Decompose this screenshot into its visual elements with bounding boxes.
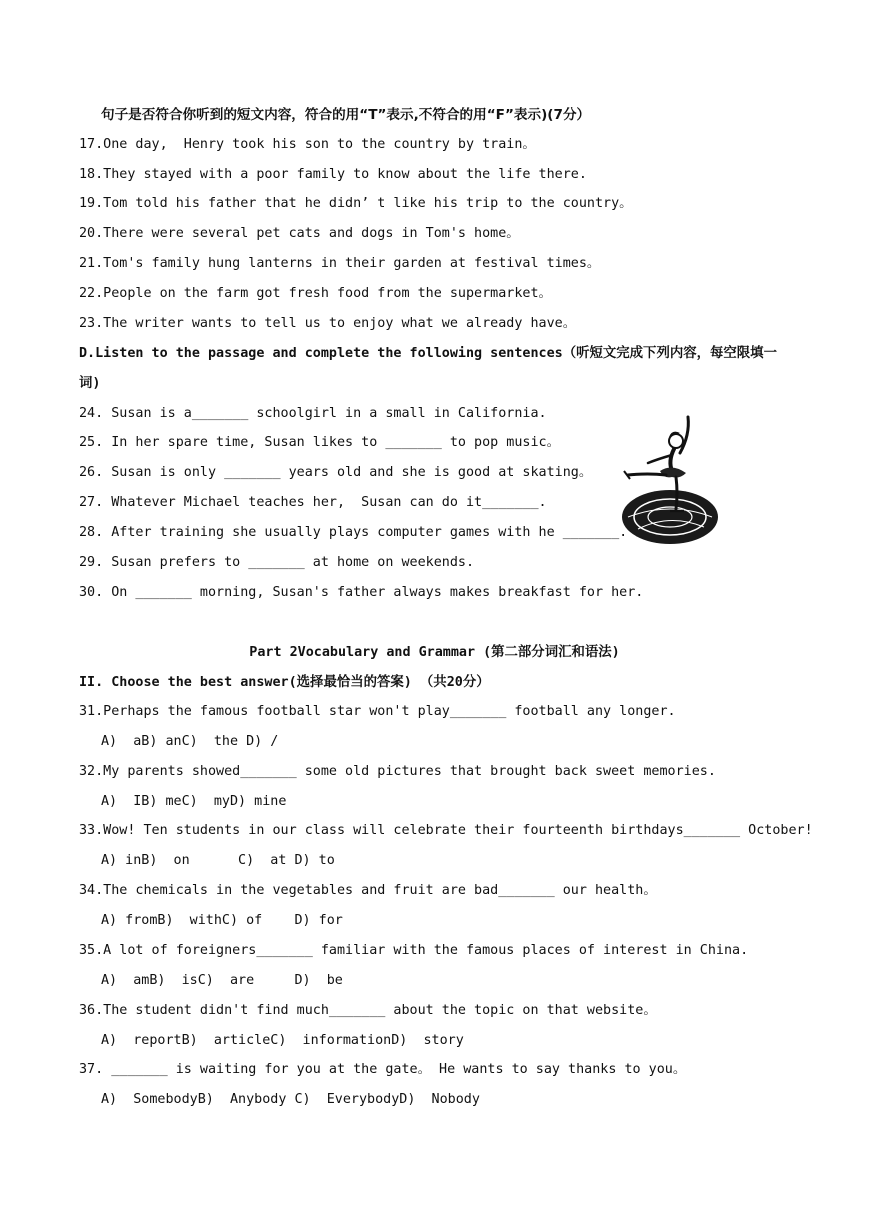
section-d-title-cont: 词) — [79, 376, 101, 391]
tf-item-19: 19.Tom told his father that he didn’ t like his trip to the country。 — [79, 196, 633, 211]
fill-item-26: 26. Susan is only _______ years old and she is good at skating。 — [79, 465, 593, 480]
mc-options-35: A) amB) isC) are D) be — [101, 973, 343, 988]
tf-item-23: 23.The writer wants to tell us to enjoy what we already have。 — [79, 316, 577, 331]
mc-question-35: 35.A lot of foreigners_______ familiar with the famous places of interest in China. — [79, 943, 749, 958]
mc-question-37: 37. _______ is waiting for you at the gate。 He wants to say thanks to you。 — [79, 1062, 687, 1077]
tf-item-21: 21.Tom's family hung lanterns in their garden at festival times。 — [79, 256, 601, 271]
mc-question-34: 34.The chemicals in the vegetables and fruit are bad_______ our health。 — [79, 883, 657, 898]
mc-options-33: A) inB) on C) at D) to — [101, 853, 335, 868]
mc-options-34: A) fromB) withC) of D) for — [101, 913, 343, 928]
tf-item-17: 17.One day, Henry took his son to the country by train。 — [79, 137, 536, 152]
mc-question-36: 36.The student didn't find much_______ about the topic on that website。 — [79, 1003, 657, 1018]
mc-options-32: A) IB) meC) myD) mine — [101, 794, 287, 809]
tf-item-22: 22.People on the farm got fresh food from the supermarket。 — [79, 286, 552, 301]
fill-item-29: 29. Susan prefers to _______ at home on weekends. — [79, 555, 475, 570]
fill-item-27: 27. Whatever Michael teaches her, Susan can do it_______. — [79, 495, 547, 510]
mc-options-37: A) SomebodyB) Anybody C) EverybodyD) Nobody — [101, 1092, 480, 1107]
section-d-title: D.Listen to the passage and complete the following sentences（听短文完成下列内容，每空限填一 — [79, 346, 777, 361]
mc-question-32: 32.My parents showed_______ some old pictures that brought back sweet memories. — [79, 764, 716, 779]
mc-question-31: 31.Perhaps the famous football star won't play_______ football any longer. — [79, 704, 676, 719]
mc-options-31: A) aB) anC) the D) / — [101, 734, 279, 749]
fill-item-25: 25. In her spare time, Susan likes to _______ to pop music。 — [79, 435, 560, 450]
fill-item-24: 24. Susan is a_______ schoolgirl in a small in California. — [79, 406, 547, 421]
tf-item-20: 20.There were several pet cats and dogs in Tom's home。 — [79, 226, 520, 241]
fill-item-28: 28. After training she usually plays computer games with he _______. — [79, 525, 628, 540]
fill-item-30: 30. On _______ morning, Susan's father always makes breakfast for her. — [79, 585, 644, 600]
section-2-title: II. Choose the best answer(选择最恰当的答案) （共20分） — [79, 675, 490, 690]
mc-question-33: 33.Wow! Ten students in our class will celebrate their fourteenth birthdays_______ October! — [79, 823, 813, 838]
section-c-instruction: 句子是否符合你听到的短文内容，符合的用“T”表示,不符合的用“F”表示)(7分） — [101, 107, 591, 123]
tf-item-18: 18.They stayed with a poor family to know about the life there. — [79, 167, 587, 182]
ice-skater-illustration — [618, 413, 722, 551]
part2-title: Part 2Vocabulary and Grammar (第二部分词汇和语法) — [249, 645, 620, 660]
mc-options-36: A) reportB) articleC) informationD) story — [101, 1033, 464, 1048]
